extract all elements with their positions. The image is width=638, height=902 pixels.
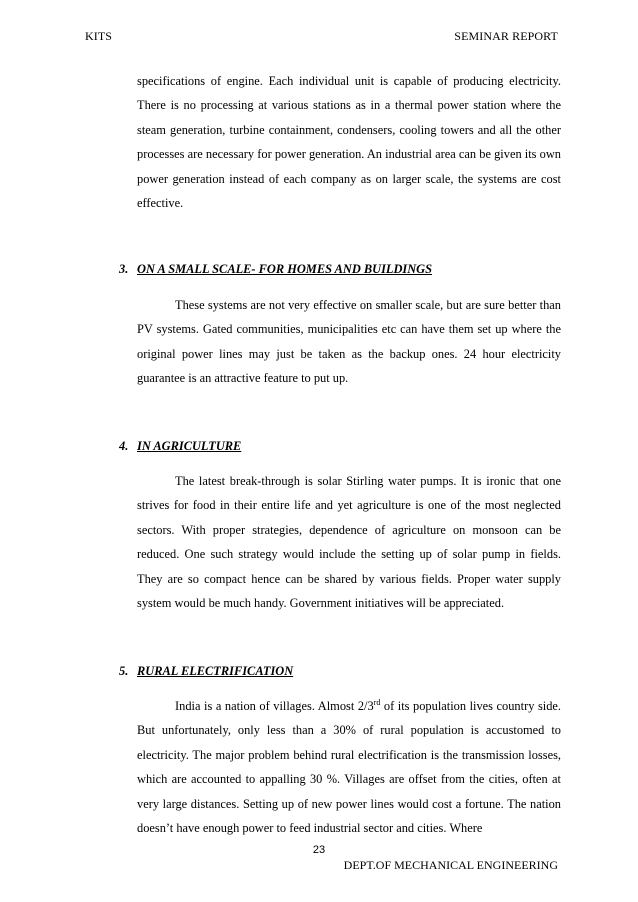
ordinal-superscript: rd: [373, 697, 381, 707]
footer-department: DEPT.OF MECHANICAL ENGINEERING: [343, 858, 558, 872]
section-heading-5: [119, 664, 293, 679]
section-body-3: These systems are not very effective on smaller scale, but are sure better than PV systems. Gated communities, municipalities etc can have them set up where the original power lines may just be taken as the backup ones. 24 hour electricity guarantee is an attractive feature to put up.: [137, 298, 561, 386]
body-text-after: of its population lives country side. But unfortunately, only less than a 30% of rural population is accustomed to electricity. The major problem behind rural electrification is the transmission losses, which are accounted to appalling 30 %. Villages are offset from the cities, often at very large distances. Setting up of new power lines would cost a fortune. The nation doesn’t have enough power to feed industrial sector and cities. Where: [137, 699, 561, 836]
section-number: 4.: [119, 439, 129, 453]
page-number: 23: [312, 844, 326, 856]
body-text-before: India is a nation of villages. Almost 2/3: [175, 699, 374, 713]
section-title: RURAL ELECTRIFICATION: [137, 664, 294, 678]
header-left: KITS: [85, 29, 113, 43]
section-body-4: The latest break-through is solar Stirling water pumps. It is ironic that one strives for food in their entire life and yet agriculture is one of the most neglected sectors. With proper strategies, dependence of agriculture on monsoon can be reduced. One such strategy would include the setting up of solar pump in fields. They are so compact hence can be shared by various fields. Proper water supply system would be much handy. Government initiatives will be appreciated.: [137, 474, 561, 611]
section-title: IN AGRICULTURE: [137, 439, 242, 453]
section-number: 3.: [119, 262, 129, 276]
section-heading-3: [119, 262, 432, 277]
header-right: SEMINAR REPORT: [454, 29, 558, 43]
section-body-5: [137, 694, 561, 840]
section-number: 5.: [119, 664, 129, 678]
intro-paragraph: specifications of engine. Each individual unit is capable of producing electricity. There is no processing at various stations as in a thermal power station where the steam generation, turbine containment, condensers, cooling towers and all the other processes are necessary for power generation. An industrial area can be given its own power generation instead of each company as on larger scale, the systems are cost effective.: [137, 74, 561, 211]
section-heading-4: [119, 439, 241, 454]
section-title: ON A SMALL SCALE- FOR HOMES AND BUILDINGS: [137, 262, 433, 276]
